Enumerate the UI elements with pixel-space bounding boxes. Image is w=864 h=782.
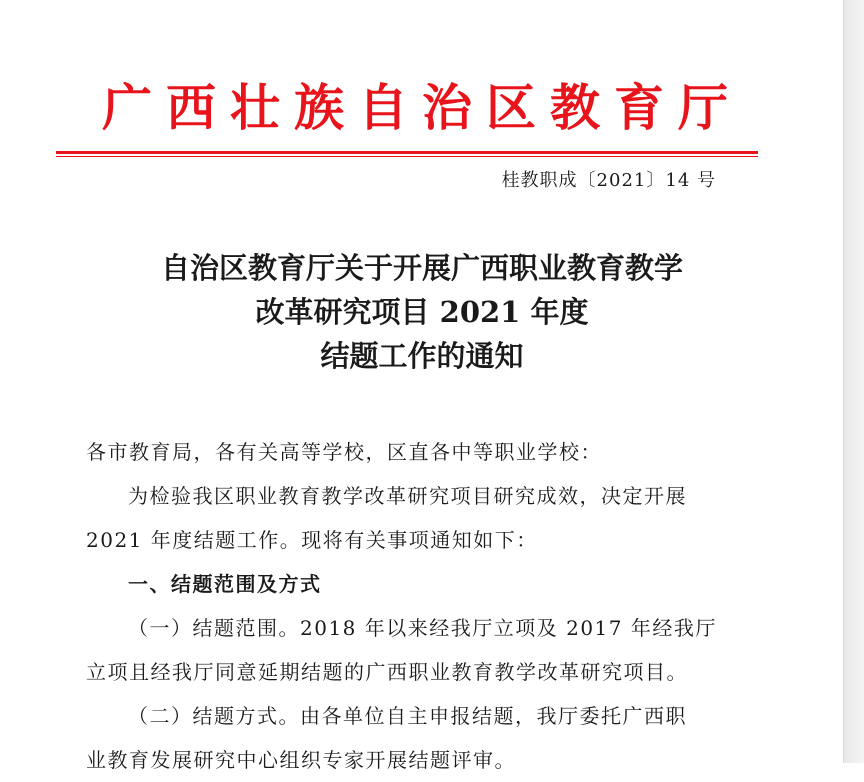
document-number: 桂教职成〔2021〕14 号	[501, 170, 716, 191]
red-divider-thick	[56, 151, 758, 154]
issuing-authority-header: 广西壮族自治区教育厅	[102, 79, 742, 137]
viewer-scrollbar-gutter[interactable]	[843, 0, 864, 763]
paragraph-intro-line-2: 2021 年度结题工作。现将有关事项通知如下：	[86, 528, 538, 552]
item-1-line-1: （一）结题范围。2018 年以来经我厅立项及 2017 年经我厅	[128, 616, 717, 640]
section-heading-1: 一、结题范围及方式	[128, 572, 322, 596]
salutation: 各市教育局，各有关高等学校，区直各中等职业学校：	[86, 440, 602, 464]
document-body	[86, 430, 746, 782]
title-line-1: 自治区教育厅关于开展广西职业教育教学	[160, 251, 683, 285]
title-line-3: 结题工作的通知	[320, 339, 524, 373]
document-title	[0, 246, 844, 378]
item-2-line-1: （二）结题方式。由各单位自主申报结题，我厅委托广西职	[128, 704, 687, 728]
paragraph-intro-line-1: 为检验我区职业教育教学改革研究项目研究成效，决定开展	[128, 484, 687, 508]
item-2-line-2: 业教育发展研究中心组织专家开展结题评审。	[86, 748, 516, 772]
item-1-line-2: 立项且经我厅同意延期结题的广西职业教育教学改革研究项目。	[86, 660, 688, 684]
title-line-2: 改革研究项目 2021 年度	[255, 295, 589, 329]
red-divider-thin	[56, 156, 758, 157]
